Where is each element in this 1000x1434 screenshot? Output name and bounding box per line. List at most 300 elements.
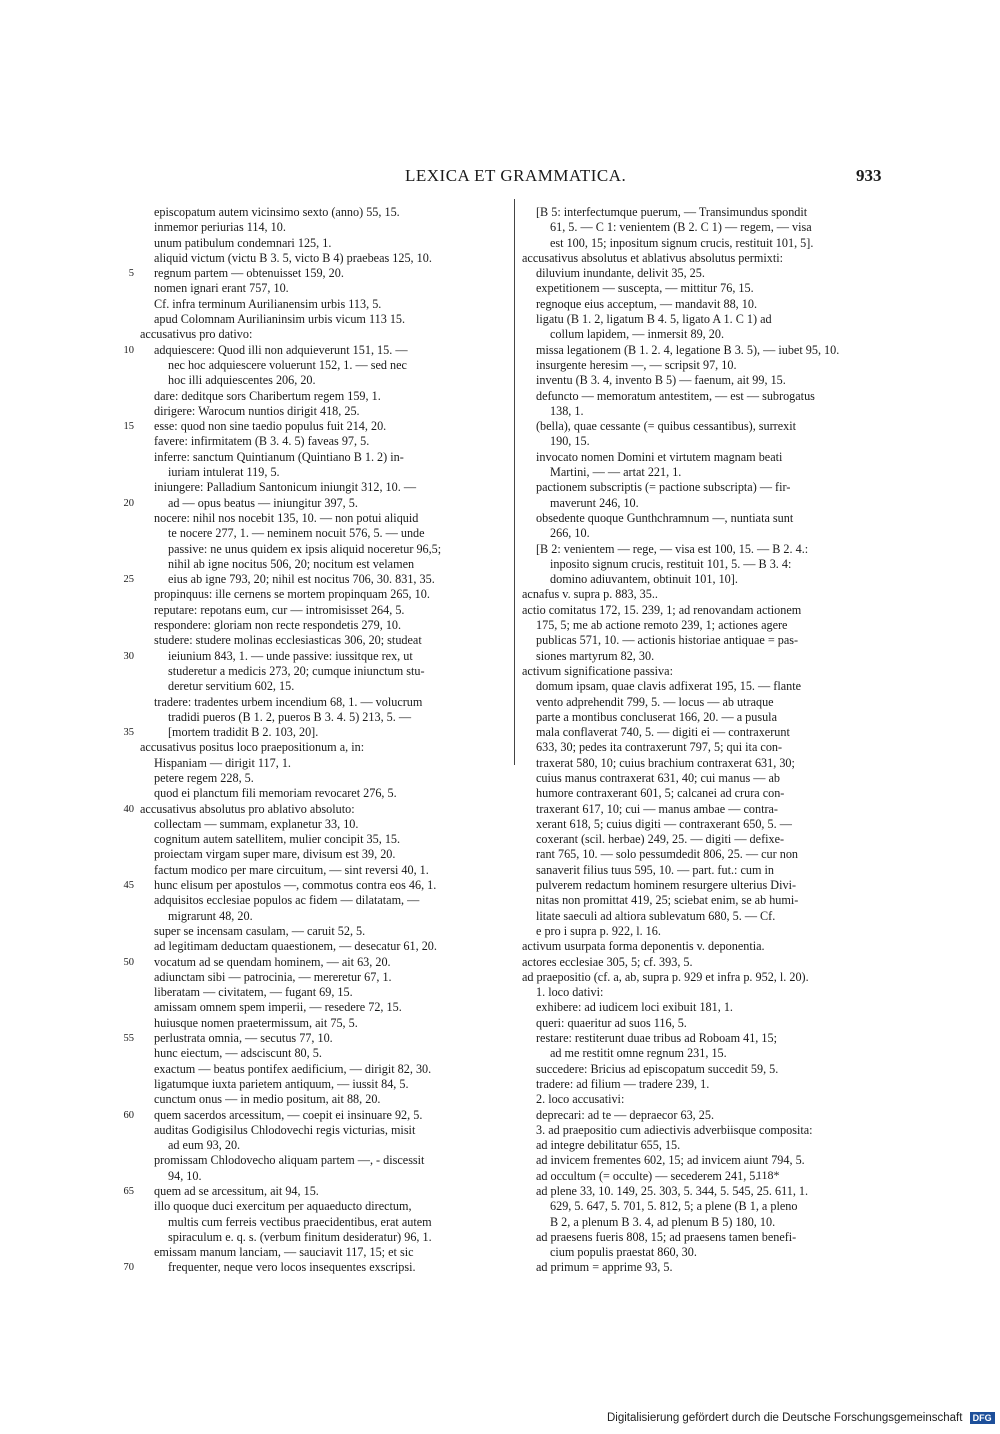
line-text: te nocere 277, 1. — neminem nocuit 576, 5. — unde: [168, 526, 425, 541]
text-line: [522, 1031, 888, 1046]
running-header: [0, 166, 1000, 190]
line-number: 30: [123, 650, 134, 662]
text-line: [522, 909, 888, 924]
text-line: [140, 771, 502, 786]
text-line: [522, 1062, 888, 1077]
text-line: [522, 343, 888, 358]
text-line: [522, 434, 888, 449]
line-text: tradere: tradentes urbem incendium 68, 1. — volucrum: [154, 694, 423, 709]
text-line: [522, 511, 888, 526]
line-text: hunc elisum per apostulos —, commotus contra eos 46, 1.: [154, 878, 437, 893]
line-text: respondere: gloriam non recte respondetis 279, 10.: [154, 618, 402, 633]
text-line: [140, 373, 502, 388]
line-text: acnafus v. supra p. 883, 35..: [522, 587, 658, 602]
line-text: cognitum autem satellitem, mulier concipit 35, 15.: [154, 832, 401, 847]
line-text: humore contraxerant 601, 5; calcanei ad crura con-: [536, 786, 785, 801]
text-line: [140, 1077, 502, 1092]
text-line: [140, 985, 502, 1000]
line-text: obsedente quoque Gunthchramnum —, nuntiata sunt: [536, 510, 794, 525]
line-text: nitas non promittat 419, 25; sciebat enim, se ab humi-: [536, 893, 799, 908]
line-text: hoc illi adquiescentes 206, 20.: [168, 373, 316, 388]
text-line: [522, 1184, 888, 1199]
text-line: [123, 1031, 502, 1046]
line-text: ad eum 93, 20.: [168, 1138, 241, 1153]
line-text: accusativus pro dativo:: [140, 327, 253, 342]
line-text: ad legitimam deductam quaestionem, — desecatur 61, 20.: [154, 939, 437, 954]
text-line: [522, 1138, 888, 1153]
line-number: 15: [123, 421, 134, 433]
line-text: Hispaniam — dirigit 117, 1.: [154, 755, 291, 770]
text-line: [140, 939, 502, 954]
text-line: [522, 756, 888, 771]
line-text: vento adprehendit 799, 5. — locus — ab utraque: [536, 694, 774, 709]
line-text: 1. loco dativi:: [536, 985, 604, 1000]
line-text: actio comitatus 172, 15. 239, 1; ad renovandam actionem: [522, 602, 802, 617]
text-line: [123, 954, 502, 970]
text-line: [140, 1199, 502, 1214]
line-text: nomen ignari erant 757, 10.: [154, 281, 289, 296]
text-line: [522, 251, 888, 266]
line-text: insurgente heresim —, — scripsit 97, 10.: [536, 357, 737, 372]
text-line: [140, 450, 502, 465]
line-text: liberatam — civitatem, — fugant 69, 15.: [154, 985, 353, 1000]
line-text: emissam manum lanciam, — sauciavit 117, 15; et sic: [154, 1245, 414, 1260]
signature-mark: 118*: [756, 1168, 780, 1182]
line-text: adiunctam sibi — patrocinia, — mereretur 67, 1.: [154, 969, 392, 984]
text-line: [522, 863, 888, 878]
line-text: traxerat 580, 10; cuius brachium contraxerat 631, 30;: [536, 755, 795, 770]
text-line: [522, 312, 888, 327]
text-line: [522, 1108, 888, 1123]
footer: [607, 1412, 995, 1424]
page-number: 933: [856, 166, 882, 185]
text-line: [522, 1199, 888, 1214]
line-text: succedere: Bricius ad episcopatum succedit 59, 5.: [536, 1061, 779, 1076]
text-line: [522, 327, 888, 342]
line-text: auditas Godigisilus Chlodovechi regis victurias, misit: [154, 1122, 416, 1137]
line-text: 138, 1.: [550, 403, 584, 418]
text-line: [123, 878, 502, 893]
line-text: frequenter, neque vero locos insequentes exscripsi.: [168, 1260, 416, 1275]
line-text: missa legationem (B 1. 2. 4, legatione B 3. 5), — iubet 95, 10.: [536, 342, 840, 357]
line-number: 60: [123, 1109, 134, 1121]
text-line: [140, 1046, 502, 1061]
text-line: [140, 205, 502, 220]
text-line: [522, 802, 888, 817]
line-text: exhibere: ad iudicem loci exibuit 181, 1.: [536, 1000, 733, 1015]
line-text: ligatu (B 1. 2, ligatum B 4. 5, ligato A 1. C 1) ad: [536, 312, 772, 327]
line-text: 633, 30; pedes ita contraxerunt 797, 5; qui ita con-: [536, 740, 783, 755]
text-line: [140, 1215, 502, 1230]
line-text: parte a montibus concluserat 166, 20. — a pusula: [536, 709, 777, 724]
line-text: iniungere: Palladium Santonicum iniungit 312, 10. —: [154, 480, 417, 495]
line-text: regnum partem — obtenuisset 159, 20.: [154, 266, 344, 281]
line-text: Cf. infra terminum Aurilianensim urbis 113, 5.: [154, 296, 382, 311]
text-line: [522, 557, 888, 572]
text-line: [522, 817, 888, 832]
line-text: (bella), quae cessante (= quibus cessantibus), surrexit: [536, 419, 797, 434]
line-text: [B 5: interfectumque puerum, — Transimundus spondit: [536, 205, 808, 219]
text-line: [522, 526, 888, 541]
text-line: [522, 236, 888, 251]
text-line: [522, 939, 888, 954]
text-line: [123, 495, 502, 511]
line-text: inventu (B 3. 4, invento B 5) — faenum, ait 99, 15.: [536, 373, 786, 388]
text-line: [140, 1016, 502, 1031]
line-text: activum usurpata forma deponentis v. deponentia.: [522, 939, 765, 954]
text-line: [140, 542, 502, 557]
text-line: [140, 389, 502, 404]
text-line: [522, 695, 888, 710]
header-title: LEXICA ET GRAMMATICA.: [405, 166, 627, 185]
line-text: apud Colomnam Aurilianinsim urbis vicum 113 15.: [154, 312, 406, 327]
line-text: promissam Chlodovecho aliquam partem —, - discessit: [154, 1153, 425, 1168]
line-text: adquiescere: Quod illi non adquieverunt 151, 15. —: [154, 342, 408, 357]
line-text: nocere: nihil nos nocebit 135, 10. — non potui aliquid: [154, 510, 419, 525]
text-line: [522, 1077, 888, 1092]
text-line: [522, 679, 888, 694]
text-line: [522, 404, 888, 419]
text-line: [140, 220, 502, 235]
text-line: [522, 358, 888, 373]
line-text: tradere: ad filium — tradere 239, 1.: [536, 1076, 710, 1091]
line-text: ad praesens fueris 808, 15; ad praesens tamen benefi-: [536, 1229, 797, 1244]
text-line: [140, 327, 502, 342]
line-text: unum patibulum condemnari 125, 1.: [154, 235, 332, 250]
text-line: [522, 893, 888, 908]
line-number: 45: [123, 880, 134, 892]
text-line: [140, 603, 502, 618]
line-text: litate saeculi ad altiora sublevatum 680, 5. — Cf.: [536, 908, 776, 923]
text-line: [140, 236, 502, 251]
line-text: super se incensam casulam, — caruit 52, 5.: [154, 923, 366, 938]
line-number: 10: [123, 344, 134, 356]
dfg-logo: DFG: [970, 1412, 995, 1424]
line-text: accusativus absolutus pro ablativo absoluto:: [140, 801, 355, 816]
line-text: reputare: repotans eum, cur — intromisisset 264, 5.: [154, 602, 405, 617]
text-line: [522, 450, 888, 465]
line-text: multis cum ferreis vectibus praecidentibus, erat autem: [168, 1214, 432, 1229]
line-text: deprecari: ad te — depraecor 63, 25.: [536, 1107, 714, 1122]
line-text: e pro i supra p. 922, l. 16.: [536, 923, 661, 938]
line-text: ad me restitit omne regnum 231, 15.: [550, 1046, 727, 1061]
text-line: [140, 1153, 502, 1168]
line-text: migrarunt 48, 20.: [168, 908, 253, 923]
text-line: [522, 924, 888, 939]
text-line: [123, 1107, 502, 1123]
text-line: [522, 1046, 888, 1061]
text-line: [123, 342, 502, 358]
text-line: [522, 1153, 888, 1168]
line-text: esse: quod non sine taedio populus fuit 214, 20.: [154, 419, 387, 434]
text-line: [140, 511, 502, 526]
line-text: queri: quaeritur ad suos 116, 5.: [536, 1015, 687, 1030]
line-text: collectam — summam, explanetur 33, 10.: [154, 816, 359, 831]
line-number: 25: [123, 574, 134, 586]
text-line: [140, 526, 502, 541]
line-text: inmemor periurias 114, 10.: [154, 220, 286, 235]
text-line: [123, 725, 502, 740]
line-text: siones martyrum 82, 30.: [536, 648, 655, 663]
line-text: defuncto — memoratum antestitem, — est — subrogatus: [536, 388, 815, 403]
line-text: ligatumque iuxta parietem antiquum, — iussit 84, 5.: [154, 1076, 409, 1091]
line-text: pactionem subscriptis (= pactione subscripta) — fir-: [536, 480, 791, 495]
line-text: hunc eiectum, — adsciscunt 80, 5.: [154, 1046, 322, 1061]
text-line: [123, 1184, 502, 1199]
text-line: [522, 1215, 888, 1230]
line-text: inposito signum crucis, restituit 101, 5. — B 3. 4:: [550, 556, 792, 571]
line-number: 65: [123, 1186, 134, 1197]
line-text: nec hoc adquiescere voluerunt 152, 1. — sed nec: [168, 357, 407, 372]
text-line: [522, 587, 888, 602]
text-line: [140, 893, 502, 908]
line-text: dirigere: Warocum nuntios dirigit 418, 25.: [154, 403, 360, 418]
line-text: ad integre debilitatur 655, 15.: [536, 1138, 681, 1153]
text-line: [140, 465, 502, 480]
line-text: ieiunium 843, 1. — unde passive: iussitque rex, ut: [168, 648, 413, 663]
line-number: 5: [128, 268, 134, 280]
line-text: restare: restiterunt duae tribus ad Roboam 41, 15;: [536, 1031, 777, 1046]
line-text: pulverem redactum hominem resurgere ulterius Divi-: [536, 878, 797, 893]
line-number: 50: [123, 956, 134, 968]
text-line: [522, 205, 888, 220]
column-divider: [514, 199, 515, 765]
text-line: [522, 389, 888, 404]
text-line: [140, 404, 502, 419]
line-text: quem ad se arcessitum, ait 94, 15.: [154, 1184, 319, 1198]
text-line: [123, 1260, 502, 1275]
line-text: expetitionem — suscepta, — mittitur 76, 15.: [536, 281, 754, 296]
line-text: 2. loco accusativi:: [536, 1092, 625, 1107]
line-text: 3. ad praepositio cum adiectivis adverbiisque composita:: [536, 1122, 813, 1137]
line-text: accusativus positus loco praepositionum a, in:: [140, 740, 365, 755]
text-line: [522, 603, 888, 618]
line-text: amissam omnem spem imperii, — resedere 72, 15.: [154, 1000, 402, 1015]
text-line: [140, 832, 502, 847]
text-line: [522, 955, 888, 970]
text-line: [522, 496, 888, 511]
text-line: [140, 434, 502, 449]
line-number: 55: [123, 1033, 134, 1045]
text-line: [140, 817, 502, 832]
text-line: [140, 970, 502, 985]
line-text: ad primum = apprime 93, 5.: [536, 1260, 673, 1275]
line-text: propinquus: ille cernens se mortem propinquam 265, 10.: [154, 587, 430, 602]
text-line: [140, 1230, 502, 1245]
text-line: [140, 1092, 502, 1107]
text-line: [140, 740, 502, 755]
line-text: xerant 618, 5; cuius digiti — contraxerant 650, 5. —: [536, 816, 792, 831]
text-line: [140, 297, 502, 312]
text-line: [522, 786, 888, 801]
line-text: proiectam virgam super mare, divisum est 39, 20.: [154, 847, 396, 862]
text-line: [522, 633, 888, 648]
line-text: ad — opus beatus — iniungitur 397, 5.: [168, 495, 358, 510]
line-text: petere regem 228, 5.: [154, 770, 254, 785]
line-text: studeretur a medicis 273, 20; cumque iniunctum stu-: [168, 663, 425, 678]
text-line: [522, 1245, 888, 1260]
text-line: [140, 587, 502, 602]
line-text: dare: deditque sors Charibertum regem 159, 1.: [154, 388, 381, 403]
left-column: [123, 205, 502, 1276]
right-column: [522, 205, 888, 1276]
text-line: [522, 710, 888, 725]
line-text: exactum — beatus pontifex aedificium, — dirigit 82, 30.: [154, 1061, 432, 1076]
line-text: vocatum ad se quendam hominem, — ait 63, 20.: [154, 954, 391, 969]
line-text: Martini, — — artat 221, 1.: [550, 465, 682, 480]
text-line: [522, 373, 888, 388]
line-text: adquisitos ecclesiae populos ac fidem — dilatatam, —: [154, 893, 420, 908]
text-line: [522, 220, 888, 235]
text-line: [140, 664, 502, 679]
text-line: [140, 480, 502, 495]
text-line: [140, 863, 502, 878]
line-text: tradidi pueros (B 1. 2, pueros B 3. 4. 5) 213, 5. —: [168, 709, 412, 724]
line-text: factum modico per mare circuitum, — sint reversi 40, 1.: [154, 862, 429, 877]
line-text: domino adiuvantem, obtinuit 101, 10].: [550, 572, 738, 587]
line-text: cunctum onus — in medio positum, ait 88, 20.: [154, 1092, 381, 1107]
line-text: mala conflaverat 740, 5. — digiti ei — contraxerunt: [536, 725, 790, 740]
text-line: [522, 740, 888, 755]
text-line: [522, 1092, 888, 1107]
line-text: huiusque nomen praetermissum, ait 75, 5.: [154, 1015, 358, 1030]
line-text: ad occultum (= occulte) — secederem 241, 5.: [536, 1168, 759, 1183]
line-text: ad invicem frementes 602, 15; ad invicem aiunt 794, 5.: [536, 1153, 805, 1168]
line-text: actores ecclesiae 305, 5; cf. 393, 5.: [522, 954, 693, 969]
text-line: [140, 756, 502, 771]
line-text: 94, 10.: [168, 1168, 202, 1183]
text-line: [140, 695, 502, 710]
line-text: episcopatum autem vicinsimo sexto (anno) 55, 15.: [154, 205, 400, 219]
text-line: [140, 358, 502, 373]
text-line: [123, 801, 502, 817]
line-text: quem sacerdos arcessitum, — coepit ei insinuare 92, 5.: [154, 1107, 423, 1122]
text-line: [522, 618, 888, 633]
text-line: [522, 281, 888, 296]
line-text: 629, 5. 647, 5. 701, 5. 812, 5; a plene (B 1, a pleno: [550, 1199, 798, 1214]
text-line: [140, 679, 502, 694]
text-line: [140, 281, 502, 296]
line-text: passive: ne unus quidem ex ipsis aliquid noceretur 96,5;: [168, 541, 442, 556]
text-line: [140, 1138, 502, 1153]
text-line: [522, 985, 888, 1000]
line-text: 175, 5; me ab actione remoto 239, 1; actiones agere: [536, 618, 788, 633]
line-text: iuriam intulerat 119, 5.: [168, 465, 280, 480]
text-line: [522, 480, 888, 495]
line-text: aliquid victum (victu B 3. 5, victo B 4) praebeas 125, 10.: [154, 250, 432, 265]
line-number: 35: [123, 727, 134, 739]
text-line: [140, 633, 502, 648]
text-line: [522, 878, 888, 893]
text-line: [123, 648, 502, 664]
text-line: [522, 970, 888, 985]
text-line: [140, 1169, 502, 1184]
text-line: [522, 649, 888, 664]
line-text: quod ei planctum fili memoriam revocaret 276, 5.: [154, 786, 397, 801]
line-text: domum ipsam, quae clavis adfixerat 195, 15. — flante: [536, 679, 802, 694]
line-text: invocato nomen Domini et virtutem magnam beati: [536, 449, 783, 464]
line-text: regnoque eius acceptum, — mandavit 88, 10.: [536, 296, 758, 311]
line-number: 40: [123, 803, 134, 815]
line-text: collum lapidem, — inmersit 89, 20.: [550, 327, 724, 342]
line-text: traxerant 617, 10; cui — manus ambae — contra-: [536, 801, 778, 816]
line-text: spiraculum e. q. s. (verbum finitum desideratur) 96, 1.: [168, 1229, 432, 1244]
line-text: inferre: sanctum Quintianum (Quintiano B 1. 2) in-: [154, 449, 404, 464]
text-line: [522, 572, 888, 587]
text-line: [140, 1123, 502, 1138]
text-line: [140, 618, 502, 633]
line-text: B 2, a plenum B 3. 4, ad plenum B 5) 180, 10.: [550, 1214, 776, 1229]
line-text: studere: studere molinas ecclesiasticas 306, 20; studeat: [154, 633, 422, 648]
line-text: 266, 10.: [550, 526, 590, 541]
text-line: [140, 312, 502, 327]
line-text: cuius manus contraxerat 631, 40; cui manus — ab: [536, 770, 781, 785]
line-text: diluvium inundante, delivit 35, 25.: [536, 266, 705, 281]
text-line: [140, 251, 502, 266]
line-text: 61, 5. — C 1: venientem (B 2. C 1) — regem, — visa: [550, 220, 812, 235]
text-line: [522, 832, 888, 847]
line-text: eius ab igne 793, 20; nihil est nocitus 706, 30. 831, 35.: [168, 572, 435, 587]
text-line: [522, 725, 888, 740]
text-line: [140, 786, 502, 801]
text-line: [140, 1245, 502, 1260]
text-line: [140, 909, 502, 924]
text-line: [522, 419, 888, 434]
text-line: [522, 1016, 888, 1031]
line-text: [mortem tradidit B 2. 103, 20].: [168, 725, 319, 740]
text-line: [522, 1169, 888, 1184]
line-text: cium populis praestat 860, 30.: [550, 1245, 697, 1260]
line-text: accusativus absolutus et ablativus absolutus permixti:: [522, 250, 783, 265]
line-text: coxerant (scil. herbae) 249, 25. — digiti — defixe-: [536, 832, 785, 847]
line-number: 70: [123, 1262, 134, 1274]
footer-text: Digitalisierung gefördert durch die Deutsche Forschungsgemeinschaft: [607, 1412, 963, 1425]
text-line: [522, 266, 888, 281]
text-line: [140, 924, 502, 939]
line-text: [B 2: venientem — rege, — visa est 100, 15. — B 2. 4.:: [536, 541, 809, 556]
text-line: [522, 664, 888, 679]
line-number: 20: [123, 497, 134, 509]
line-text: maverunt 246, 10.: [550, 495, 639, 510]
text-line: [522, 1260, 888, 1275]
line-text: favere: infirmitatem (B 3. 4. 5) faveas 97, 5.: [154, 434, 370, 449]
text-line: [123, 572, 502, 587]
text-line: [123, 419, 502, 434]
line-text: perlustrata omnia, — secutus 77, 10.: [154, 1031, 333, 1046]
text-line: [140, 1000, 502, 1015]
text-line: [522, 847, 888, 862]
text-line: [140, 710, 502, 725]
text-line: [522, 771, 888, 786]
line-text: est 100, 15; inpositum signum crucis, restituit 101, 5].: [550, 235, 814, 250]
line-text: nihil ab igne nocitus 506, 20; nocitum est velamen: [168, 556, 415, 571]
line-text: deretur servitium 602, 15.: [168, 679, 295, 694]
text-line: [522, 465, 888, 480]
line-text: ad plene 33, 10. 149, 25. 303, 5. 344, 5. 545, 25. 611, 1.: [536, 1184, 809, 1198]
line-text: activum significatione passiva:: [522, 663, 673, 678]
text-line: [522, 297, 888, 312]
text-line: [522, 1230, 888, 1245]
text-line: [140, 557, 502, 572]
text-line: [522, 1000, 888, 1015]
text-line: [522, 542, 888, 557]
text-line: [140, 1062, 502, 1077]
line-text: publicas 571, 10. — actionis historiae antiquae = pas-: [536, 633, 799, 648]
line-text: ad praepositio (cf. a, ab, supra p. 929 et infra p. 952, l. 20).: [522, 969, 809, 984]
text-line: [522, 1123, 888, 1138]
line-text: illo quoque duci exercitum per aquaeducto directum,: [154, 1199, 412, 1214]
line-text: sanaverit filius tuus 595, 10. — part. fut.: cum in: [536, 862, 774, 877]
